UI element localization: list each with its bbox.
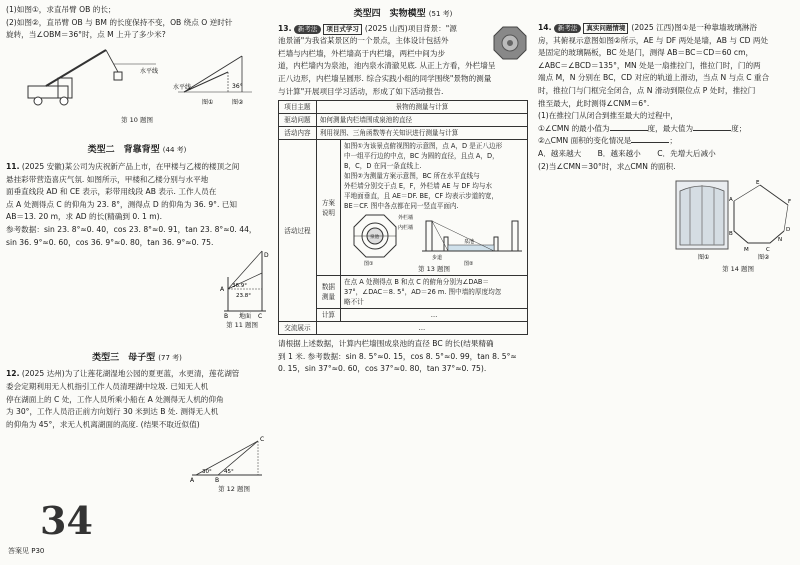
plan-line: 如图①为该景点俯视图的示意图，点 A，D 是正八边形 [344, 142, 503, 151]
table-cell: 计算 [316, 309, 340, 322]
q14-sub1-c: 度； [731, 123, 747, 133]
data-line: 在点 A 处测得点 B 和点 C 的俯角分别为∠DAB＝ [344, 278, 490, 287]
building-diagram [6, 249, 268, 319]
table-row [279, 309, 528, 322]
fig14-M: M [744, 247, 749, 254]
fig10-f1: 图① [202, 98, 214, 106]
sec3-title: 类型三 母子型 [92, 352, 156, 363]
pool-diagram [344, 211, 524, 268]
table-cell: 活动内容 [279, 127, 317, 140]
fountain-photo [492, 25, 528, 61]
fig14-A: A [729, 197, 733, 204]
table-row [279, 114, 528, 127]
q14-sub2 [538, 135, 794, 148]
fig14-C: C [766, 247, 770, 254]
fig10-h2-label: 水平线 [173, 83, 192, 91]
q14-sub2-a: ②△CMN 面积的变化情况是 [538, 136, 632, 146]
fig13-path: 步道 [432, 255, 443, 262]
crane-diagram [6, 42, 268, 114]
q13-intro [278, 23, 528, 99]
table-cell: 如何测量内栏墙围成泉池的直径 [316, 114, 527, 127]
fig13-inner: 内栏墙 [398, 225, 414, 232]
sec4-count: (51 考) [428, 10, 453, 18]
q13-tag2: 项目式学习 [323, 24, 362, 35]
q13-line [278, 23, 528, 36]
fig14-N: N [778, 237, 783, 244]
q13-text: (2025 山西)项目背景："源 [364, 23, 457, 33]
q14-tag2: 真实问题情境 [583, 23, 628, 34]
fig12-a2: 45° [224, 469, 234, 476]
table-cell [341, 276, 528, 309]
fig14-B: B [729, 231, 733, 238]
fig14-D: D [786, 227, 791, 234]
figure-11 [6, 249, 268, 319]
q12-line: 为 30°，工作人员沿正前方向划行 30 米到达 B 处. 测得无人机 [6, 407, 219, 417]
q14-text: (2025 江西)图①是一种靠墙玻璃淋浴 [631, 23, 757, 32]
q11-line: AB＝13. 20 m，求 AD 的长(精确到 0. 1 m). [6, 212, 163, 222]
shower-diagram [538, 177, 794, 263]
option-c[interactable]: C．先增大后减小 [657, 148, 716, 158]
table-row [279, 322, 528, 335]
fig11-A: A [220, 286, 225, 294]
fig14-f1: 图① [698, 254, 710, 262]
q11-line: sin 36. 9°≈0. 60，cos 36. 9°≈0. 80，tan 36. 9°≈0. 75. [6, 237, 214, 247]
fig10-f2: 图② [232, 98, 244, 106]
table-cell: 景物的测量与计算 [316, 101, 527, 114]
q14-tag: 新考法 [554, 24, 582, 33]
table-row [279, 276, 528, 309]
sec3-count: (77 考) [158, 353, 182, 362]
q11-number: 11. [6, 161, 20, 171]
q13-line: 与计算"开展项目学习活动，形成了如下活动报告. [278, 86, 444, 96]
table-row [279, 101, 528, 114]
q12-number: 12. [6, 369, 20, 379]
sec2-count: (44 考) [162, 146, 187, 155]
q13-tail: 0. 15，sin 37°≈0. 60，cos 37°≈0. 80，tan 37°≈0. 75). [278, 364, 487, 374]
q10-line: 旋转，当∠OBM＝36°时，点 M 上升了多少米? [6, 30, 166, 40]
fig10-angle-label: 36° [232, 82, 243, 90]
fig11-a2: 23.8° [236, 293, 251, 300]
q14-line: 房，其俯视示意图如图②所示，AE 与 DF 两处是墙，AB 与 CD 两处 [538, 35, 769, 45]
q13-number: 13. [278, 23, 292, 33]
answer-blank[interactable] [610, 130, 648, 131]
fig12-caption: 第 12 题图 [218, 485, 250, 494]
fig13-pool: 泉池 [370, 235, 379, 241]
left-column [6, 4, 268, 496]
section-3-title [6, 352, 268, 365]
q11-line [6, 161, 268, 174]
q11-text: (2025 安徽)某公司为庆祝新产品上市，在甲楼与乙楼的楼顶之间 [21, 161, 240, 171]
page-number: 34 [40, 498, 93, 543]
q14-sub2-b: ； [669, 136, 677, 146]
fig12-A: A [190, 477, 195, 485]
q11-line: 参考数据：sin 23. 8°≈0. 40，cos 23. 8°≈0. 91，tan 23. 8°≈0. 44， [6, 224, 257, 234]
q12-line: 的仰角为 45°，求无人机离湖面的高度. (结果不取近似值) [6, 419, 200, 429]
fig11-a1: 36.9° [232, 283, 247, 290]
fig11-caption: 第 11 题图 [226, 321, 258, 330]
plan-line: B，C，D 在同一条直线上. [344, 162, 422, 171]
table-cell: 活动过程 [279, 140, 317, 322]
middle-column [278, 8, 528, 376]
q13-line: 池景涌"为我省某景区的一个景点，主体设计包括外 [278, 36, 449, 46]
fig13-f2: 图② [464, 261, 474, 268]
q12-line [6, 368, 268, 381]
fig14-F: F [788, 199, 792, 206]
data-line: 37°，∠DAC＝8. 5°，AD＝26 m. 图中墙的厚度均忽 [344, 288, 502, 297]
sec2-title: 类型二 背靠背型 [87, 145, 160, 156]
fig12-a1: 30° [202, 469, 212, 476]
q13-line: 正八边形，内栏墙呈圆形. 综合实践小组的同学围绕"景物的测量 [278, 73, 492, 83]
q13-tail: 请根据上述数据，计算内栏墙围成泉池的直径 BC 的长(结果精确 [278, 339, 494, 349]
q14-line: ∠ABC＝∠BCD＝135°，MN 处是一扇推拉门，推拉门时，门的两 [538, 60, 761, 70]
figure-14 [538, 177, 794, 263]
q12-text: (2025 达州)为了让莲花湖湿地公园的夏更蓝，水更清，莲花湖管 [21, 369, 240, 379]
answer-blank[interactable] [693, 130, 731, 131]
section-2-title [6, 144, 268, 157]
q11-line: 悬挂彩带营造喜庆气氛. 如图所示，甲楼和乙楼分别与水平地 [6, 174, 209, 184]
q14-sub1-b: 度，最大值为 [647, 123, 694, 133]
q13-line: 栏墙与内栏墙，外栏墙高于内栏墙，两栏中间为步 [278, 48, 446, 58]
q12-line: 委会定期利用无人机指引工作人员清理湖中垃圾. 已知无人机 [6, 381, 209, 391]
table-row [279, 127, 528, 140]
fig11-ground: 地面 [239, 313, 252, 321]
q10-line: (1)如图①，求直吊臂 OB 的长； [6, 5, 116, 14]
q14-line: (1)在推拉门从闭合到推至最大的过程中， [538, 111, 678, 121]
data-line: 略不计 [344, 298, 364, 307]
fig12-B: B [215, 477, 220, 485]
table-cell: … [341, 309, 528, 322]
table-cell: 数据测量 [316, 276, 340, 309]
plan-line: 平地面垂直，且 AE＝DF. BE，CF 均表示步道的宽， [344, 192, 499, 201]
plan-line: 如图②为测量方案示意图，BC 所在水平直线与 [344, 172, 480, 181]
q14-sub1-a: ①∠CMN 的最小值为 [538, 123, 610, 133]
fig10-horizontal-label: 水平线 [140, 67, 159, 75]
table-cell [341, 140, 528, 276]
figure-10 [6, 42, 268, 114]
q12-line: 停在湖面上的 C 处，工作人员所乘小船在 A 处测得无人机的仰角 [6, 394, 224, 404]
fig13-pool2: 泉池 [464, 239, 475, 246]
fig12-C: C [260, 436, 265, 444]
fig11-C: C [258, 313, 263, 321]
table-cell: 方案说明 [316, 140, 340, 276]
q14-line [538, 22, 794, 35]
sec4-title: 类型四 实物模型 [353, 9, 426, 19]
fig14-f2: 图② [758, 254, 770, 262]
q13-line: 道，内栏墙内为泉池，池内泉水清澈见底. 从正上方看，外栏墙呈 [278, 61, 496, 71]
q10-line: (2)如图②，直吊臂 OB 与 BM 的长度保持不变，OB 绕点 O 逆时针 [6, 17, 233, 27]
right-column [538, 22, 794, 276]
q14-line: 是固定的玻璃隔板，BC 处是门，测得 AB＝BC＝CD＝60 cm， [538, 48, 754, 58]
fig11-B: B [224, 313, 229, 321]
table-row [279, 140, 528, 276]
fig11-D: D [264, 252, 269, 260]
q11-line: 面垂直线段 AD 和 CE 表示，彩带用线段 AB 表示. 工作人员在 [6, 187, 217, 197]
fig13-caption: 第 13 题图 [418, 265, 450, 274]
q14-sub3: (2)当∠CMN＝30°时，求△CMN 的面积. [538, 161, 676, 171]
fig13-f1: 图① [364, 261, 374, 268]
plan-line: 中一组平行边的中点，BC 为圆的直径，且点 A，D， [344, 152, 499, 161]
q14-line: 时，推拉门与门框完全闭合，点 N 滑动到限位点 P 处时，推拉门 [538, 85, 756, 95]
q14-line: 推至最大，此时测得∠CNM＝6°. [538, 98, 650, 108]
plan-line: BE＝CF. 图中各点都在同一竖直平面内. [344, 202, 459, 211]
q14-line: 端点 M，N 分别在 BC，CD 对应的轨道上滑动，当点 N 与点 C 重合 [538, 73, 770, 83]
option-a[interactable]: A．越来越大 [538, 148, 582, 158]
table-cell: 利用视图、三角函数等有关知识进行测量与计算 [316, 127, 527, 140]
q14-sub1 [538, 123, 794, 136]
q11-line: 点 A 处测得点 C 的仰角为 23. 8°，测得点 D 的仰角为 36. 9°. 已知 [6, 199, 237, 209]
drone-diagram [6, 431, 268, 483]
q14-number: 14. [538, 23, 552, 32]
answer-blank[interactable] [631, 142, 669, 143]
table-cell: 项目主题 [279, 101, 317, 114]
q13-tag: 新考法 [294, 25, 322, 34]
fig10-caption: 第 10 题图 [121, 115, 153, 124]
table-cell: … [316, 322, 527, 335]
table-cell: 驱动问题 [279, 114, 317, 127]
option-b[interactable]: B．越来越小 [597, 148, 641, 158]
table-cell: 交流展示 [279, 322, 317, 335]
fig14-E: E [756, 180, 760, 187]
q14-options [538, 148, 794, 161]
q13-tail: 到 1 米. 参考数据：sin 8. 5°≈0. 15，cos 8. 5°≈0. 99，tan 8. 5°≈ [278, 351, 517, 361]
fig13-outer: 外栏墙 [398, 215, 414, 222]
plan-line: 外栏墙分别交于点 E，F，外栏墙 AE 与 DF 均与水 [344, 182, 493, 191]
figure-12 [6, 431, 268, 483]
section-4-title [278, 8, 528, 21]
fig14-caption: 第 14 题图 [722, 265, 754, 274]
activity-report-table [278, 100, 528, 335]
answer-reference: 答案见 P30 [8, 547, 45, 555]
